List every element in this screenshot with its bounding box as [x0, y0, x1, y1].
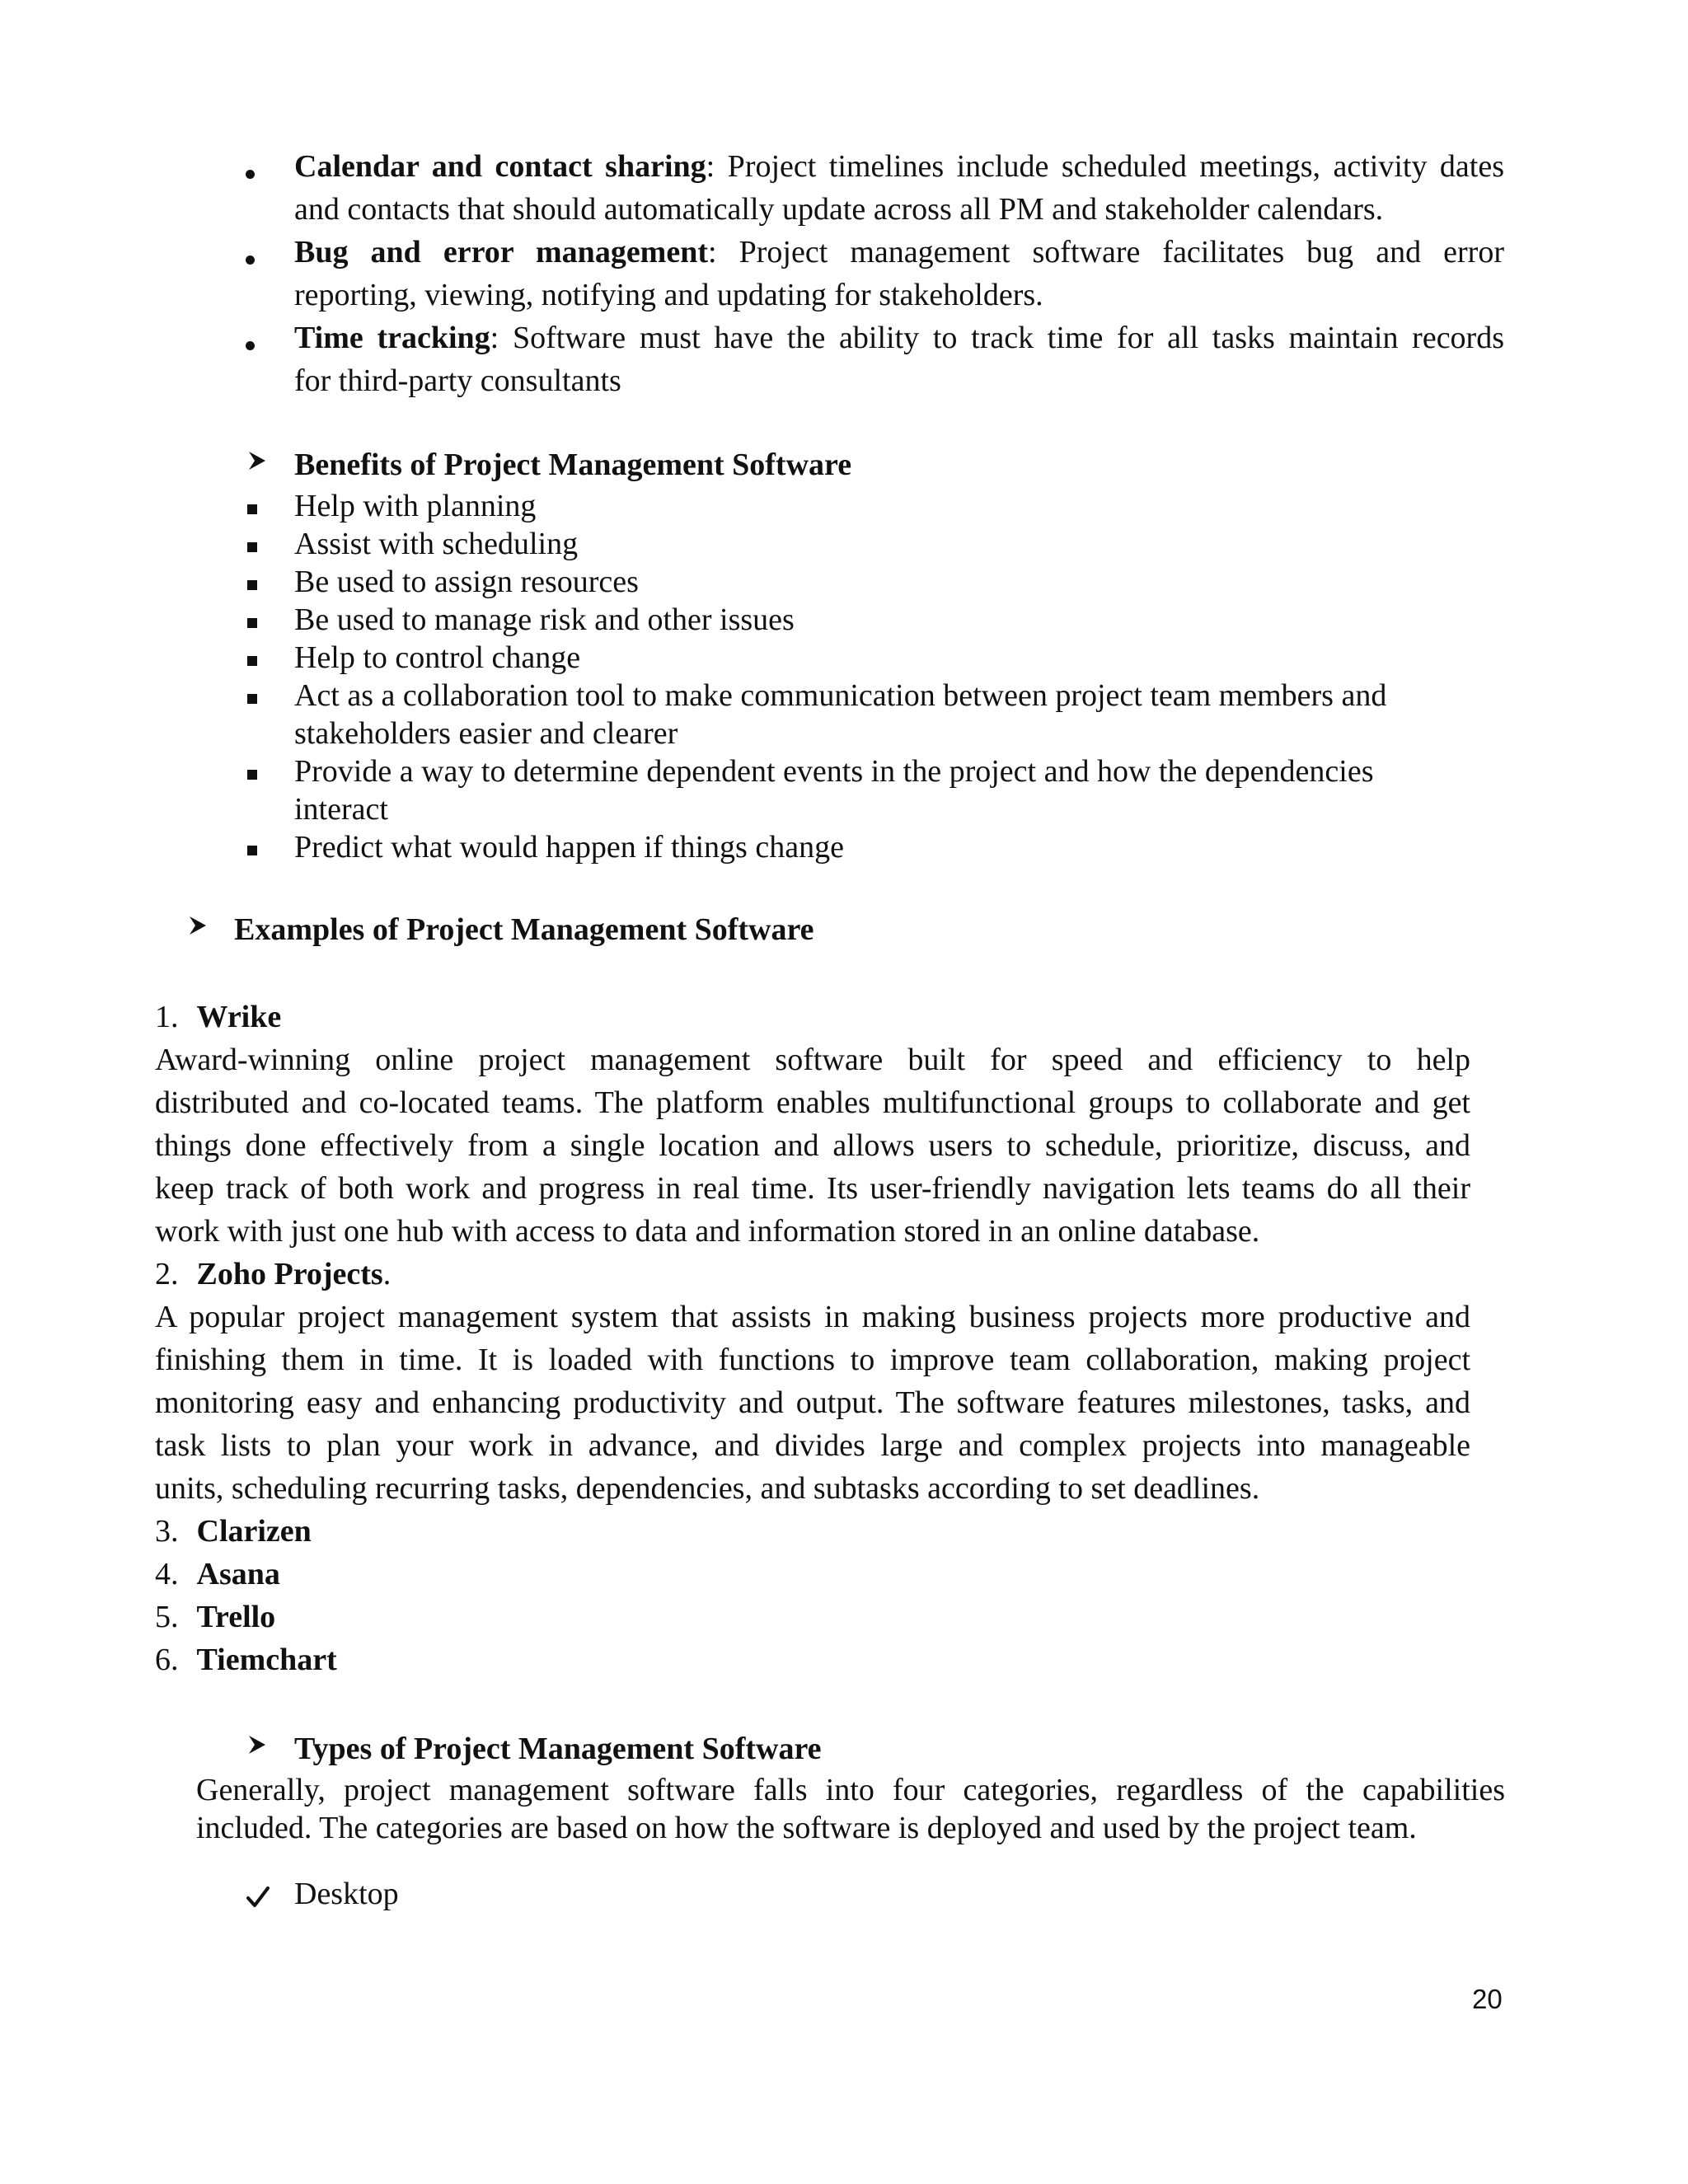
- zoho-paragraph-line: task lists to plan your work in advance, and divides large and complex projects into manageable: [155, 1428, 1470, 1463]
- square-bullet-icon: [247, 673, 257, 715]
- square-bullet-icon: [247, 824, 257, 867]
- feature-calendar-line1: Calendar and contact sharing: Project timelines include scheduled meetings, activity dates: [294, 149, 1504, 184]
- bullet-icon: [246, 319, 255, 362]
- example-title-asana: 4. Asana: [155, 1557, 280, 1591]
- wrike-paragraph-line: keep track of both work and progress in real time. Its user-friendly navigation lets teams do all their: [155, 1171, 1470, 1206]
- bullet-icon: [246, 233, 255, 276]
- wrike-paragraph-line: distributed and co-located teams. The platform enables multifunctional groups to collaborate and get: [155, 1085, 1470, 1120]
- square-bullet-icon: [247, 597, 257, 640]
- benefit-item: Provide a way to determine dependent events in the project and how the dependencies: [294, 754, 1374, 789]
- square-bullet-icon: [247, 748, 257, 791]
- square-bullet-icon: [247, 635, 257, 677]
- zoho-paragraph-line: finishing them in time. It is loaded with functions to improve team collaboration, making project: [155, 1343, 1470, 1377]
- benefit-item-continuation: stakeholders easier and clearer: [294, 716, 678, 751]
- benefit-item-continuation: interact: [294, 792, 388, 827]
- example-title-wrike: 1. Wrike: [155, 1000, 282, 1034]
- wrike-paragraph-line: things done effectively from a single location and allows users to schedule, prioritize, discuss, and: [155, 1128, 1470, 1163]
- zoho-paragraph-line: monitoring easy and enhancing productivity and output. The software features milestones, tasks, and: [155, 1385, 1470, 1420]
- square-bullet-icon: [247, 559, 257, 602]
- feature-term: Time tracking: [294, 321, 490, 355]
- feature-time-line2: for third-party consultants: [294, 363, 621, 398]
- check-icon: [246, 1877, 270, 1920]
- types-paragraph-line: Generally, project management software falls into four categories, regardless of the capabilities: [196, 1773, 1505, 1807]
- benefit-item: Predict what would happen if things change: [294, 830, 844, 865]
- feature-term: Bug and error management: [294, 235, 708, 269]
- bullet-icon: [246, 148, 255, 190]
- benefits-heading: Benefits of Project Management Software: [294, 448, 852, 482]
- feature-time-line1: Time tracking: Software must have the ability to track time for all tasks maintain records: [294, 321, 1504, 355]
- feature-calendar-line2: and contacts that should automatically update across all PM and stakeholder calendars.: [294, 192, 1384, 227]
- zoho-paragraph-line: A popular project management system that assists in making business projects more productive and: [155, 1300, 1470, 1334]
- benefit-item: Be used to manage risk and other issues: [294, 602, 795, 637]
- benefit-item: Assist with scheduling: [294, 527, 579, 561]
- page-number: 20: [1472, 1984, 1503, 2014]
- wrike-paragraph-line: work with just one hub with access to data and information stored in an online database.: [155, 1214, 1260, 1249]
- example-title-trello: 5. Trello: [155, 1600, 276, 1634]
- types-heading: Types of Project Management Software: [294, 1732, 822, 1766]
- benefit-item: Help to control change: [294, 640, 581, 675]
- example-title-tiemchart: 6. Tiemchart: [155, 1643, 337, 1677]
- square-bullet-icon: [247, 521, 257, 564]
- benefit-item: Help with planning: [294, 489, 537, 523]
- example-title-zoho: 2. Zoho Projects.: [155, 1257, 392, 1291]
- feature-term: Calendar and contact sharing: [294, 149, 706, 184]
- types-paragraph-line: included. The categories are based on how the software is deployed and used by the project team.: [196, 1811, 1417, 1845]
- square-bullet-icon: [247, 483, 257, 526]
- feature-bug-line2: reporting, viewing, notifying and updating for stakeholders.: [294, 278, 1043, 312]
- wrike-paragraph-line: Award-winning online project management software built for speed and efficiency to help: [155, 1043, 1470, 1077]
- examples-heading: Examples of Project Management Software: [234, 912, 814, 947]
- benefit-item: Act as a collaboration tool to make communication between project team members and: [294, 678, 1387, 713]
- zoho-paragraph-line: units, scheduling recurring tasks, dependencies, and subtasks according to set deadlines.: [155, 1471, 1260, 1506]
- arrow-bullet-icon: [247, 440, 267, 483]
- feature-bug-line1: Bug and error management: Project management software facilitates bug and error: [294, 235, 1504, 269]
- example-title-clarizen: 3. Clarizen: [155, 1514, 312, 1549]
- arrow-bullet-icon: [188, 905, 208, 948]
- arrow-bullet-icon: [247, 1724, 267, 1767]
- benefit-item: Be used to assign resources: [294, 565, 639, 599]
- types-item-desktop: Desktop: [294, 1877, 399, 1911]
